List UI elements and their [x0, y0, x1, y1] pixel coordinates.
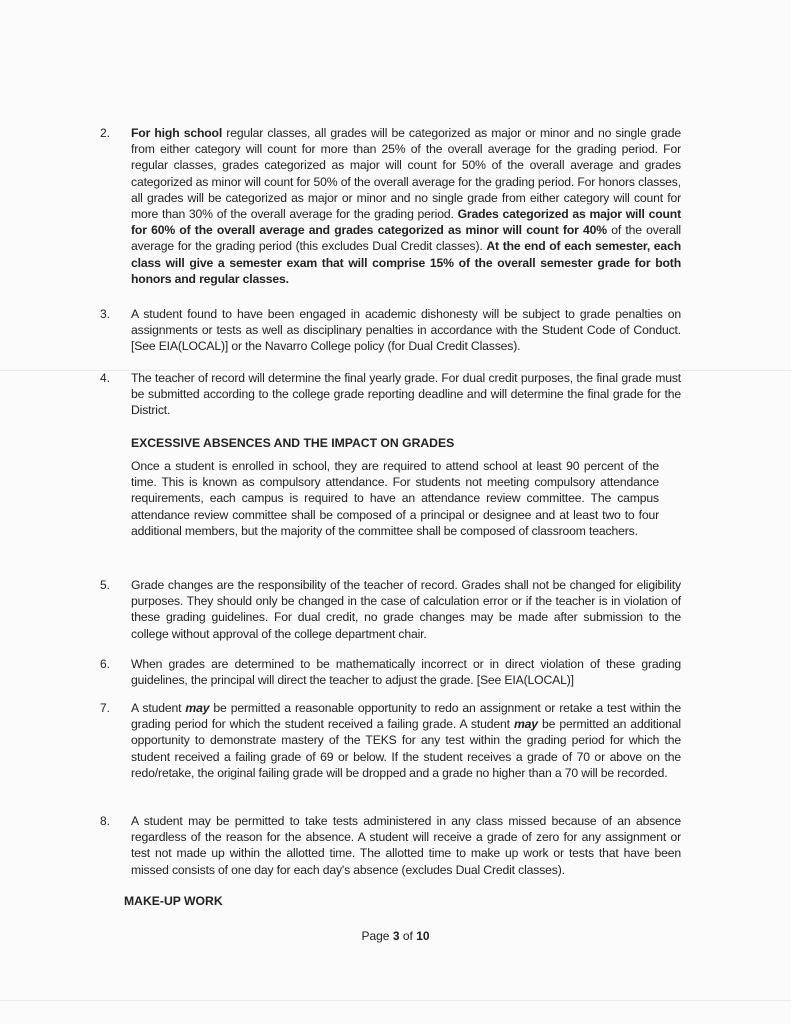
list-item-number: 3.	[100, 307, 111, 321]
text-run: may	[513, 717, 538, 732]
list-item-number: 5.	[100, 578, 111, 592]
list-item-text	[131, 370, 681, 419]
text-run: be permitted an additional opportunity to demonstrate mastery of the TEKS for any test within the grading period for which the student received a failing grade of 69 or below. If the student receives a grade of 70 or above on the redo/retake, the original failing grade will be dropped and a grade no higher than a 70 will be recorded.	[131, 717, 681, 780]
text-run: A student	[131, 701, 186, 715]
text-run: be permitted a reasonable opportunity to redo an assignment or retake a test within the grading period for which the student received a failing grade. A student	[131, 701, 681, 732]
footer-prefix: Page	[361, 929, 393, 943]
list-item-number: 2.	[100, 126, 111, 140]
list-item-number: 7.	[100, 701, 111, 715]
text-run: Grade changes are the responsibility of the teacher of record. Grades shall not be changed for eligibility purposes. They should only be changed in the case of calculation error or if the teacher is in violation of these grading guidelines. For dual credit, no grade changes may be made after submission to the college without approval of the college department chair.	[131, 578, 681, 641]
text-run: regular classes, all grades will be categorized as major or minor and no single grade from either category will count for more than 25% of the overall average for the grading period. For regular classes, grades categorized as major will count for 50% of the overall average and grades categorized as minor will count for 50% of the overall average for the grading period. For honors classes, all grades will be categorized as major or minor and no single grade from either category will count for more than 30% of the overall average for the grading period.	[131, 126, 681, 222]
page-footer	[0, 929, 791, 943]
footer-total-pages: 10	[416, 929, 430, 943]
text-run: A student found to have been engaged in academic dishonesty will be subject to grade penalties on assignments or tests as well as disciplinary penalties in accordance with the Student Code of Conduct. [See EIA(LOCAL)] or the Navarro College policy (for Dual Credit Classes).	[131, 307, 681, 354]
section-heading-absences: EXCESSIVE ABSENCES AND THE IMPACT ON GRADES	[131, 436, 455, 450]
list-item-text	[131, 813, 681, 878]
list-item-text	[131, 577, 681, 642]
footer-current-page: 3	[392, 929, 400, 943]
list-item-text	[131, 306, 681, 355]
list-item-number: 4.	[100, 371, 111, 385]
text-run: At the end of each semester, each class will give a semester exam that will comprise 15% of the overall semester grade for both honors and regular classes.	[131, 239, 681, 286]
text-run: Grades categorized as major will count for 60% of the overall average and grades categorized as minor will count for 40%	[131, 207, 682, 238]
text-run: For high school	[131, 126, 223, 140]
text-run: The teacher of record will determine the final yearly grade. For dual credit purposes, the final grade must be submitted according to the college grade reporting deadline and will determine the final grade for the District.	[131, 371, 681, 418]
scan-artifact-line	[0, 1000, 791, 1001]
list-item-text	[131, 125, 681, 287]
footer-of: of	[399, 929, 417, 943]
list-item-number: 8.	[100, 814, 111, 828]
text-run: A student may be permitted to take tests administered in any class missed because of an absence regardless of the reason for the absence. A student will receive a grade of zero for any assignment or test not made up within the allotted time. The allotted time to make up work or tests that have been missed consists of one day for each day's absence (excludes Dual Credit classes).	[131, 814, 681, 877]
list-item-text	[131, 700, 681, 781]
absences-paragraph: Once a student is enrolled in school, they are required to attend school at least 90 percent of the time. This is known as compulsory attendance. For students not meeting compulsory attendance requirements, each campus is required to have an attendance review committee. The campus attendance review committee shall be composed of a principal or designee and at least two to four additional members, but the majority of the committee shall be composed of classroom teachers.	[131, 459, 659, 538]
list-item-text	[131, 656, 681, 688]
text-run: may	[185, 701, 210, 715]
list-item-number: 6.	[100, 657, 111, 671]
section-heading-makeup: MAKE-UP WORK	[124, 894, 223, 908]
text-run: When grades are determined to be mathematically incorrect or in direct violation of these grading guidelines, the principal will direct the teacher to adjust the grade. [See EIA(LOCAL)]	[131, 657, 681, 688]
text-run: of the overall average for the grading period (this excludes Dual Credit classes).	[131, 223, 681, 254]
